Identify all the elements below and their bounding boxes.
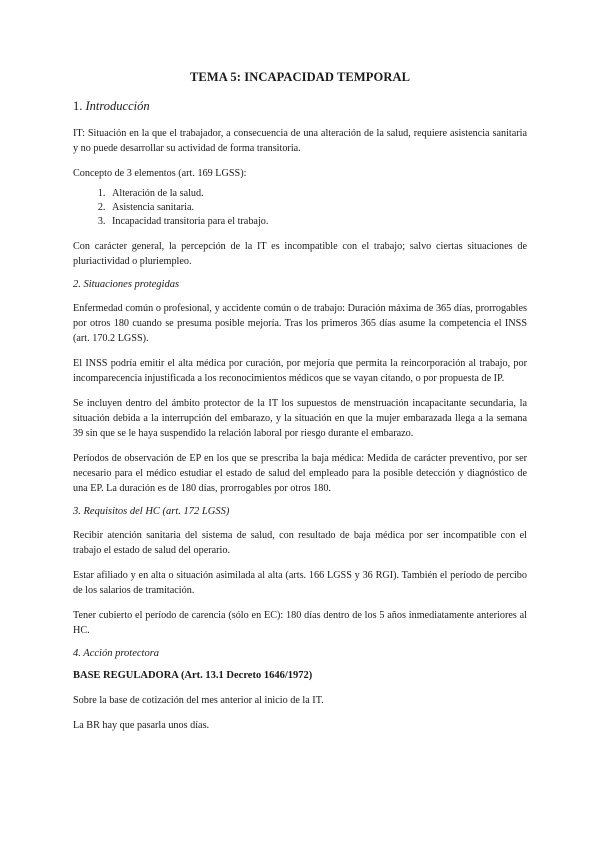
- section-label: Introducción: [85, 99, 150, 113]
- paragraph-recibir: Recibir atención sanitaria del sistema de salud, con resultado de baja médica por ser incompatible con el trabajo el estado de salud del operario.: [73, 530, 527, 556]
- section-heading-requisitos: 3. Requisitos del HC (art. 172 LGSS): [73, 506, 230, 517]
- section-heading-accion: 4. Acción protectora: [73, 648, 160, 659]
- paragraph-br: La BR hay que pasarla unos días.: [73, 720, 210, 731]
- paragraph-it-definition: IT: Situación en la que el trabajador, a consecuencia de una alteración de la salud, requiere asistencia sanitaria y no puede desarrollar su actividad de forma transitoria.: [73, 128, 527, 154]
- list-item: 2. Asistencia sanitaria.: [108, 201, 527, 215]
- section-number: 1.: [73, 99, 83, 113]
- elements-list: [73, 187, 527, 229]
- paragraph-inss: El INSS podría emitir el alta médica por curación, por mejoría que permita la reincorporación al trabajo, por incomparecencia injustificada a los reconocimientos médicos que se vayan citando, o por propuesta de IP.: [73, 358, 527, 384]
- paragraph-afiliado: Estar afiliado y en alta o situación asimilada al alta (arts. 166 LGSS y 36 RGI). También el período de percibo de los salarios de tramitación.: [73, 570, 527, 596]
- base-reguladora-heading: BASE REGULADORA (Art. 13.1 Decreto 1646/1972): [73, 670, 313, 681]
- paragraph-enfermedad: Enfermedad común o profesional, y accidente común o de trabajo: Duración máxima de 365 días, prorrogables por otros 180 cuando se presuma posible mejoría. Tras los primeros 365 días asume la competencia el INSS (art. 170.2 LGSS).: [73, 303, 527, 344]
- paragraph-incluyen: Se incluyen dentro del ámbito protector de la IT los supuestos de menstruación incapacitante secundaria, la situación debida a la interrupción del embarazo, y la situación en que la mujer embarazada llega a la semana 39 sin que se le haya suspendido la relación laboral por riesgo durante el embarazo.: [73, 398, 527, 439]
- list-item: 3. Incapacidad transitoria para el trabajo.: [108, 215, 527, 229]
- paragraph-general: Con carácter general, la percepción de la IT es incompatible con el trabajo; salvo ciertas situaciones de pluriactividad o pluriempleo.: [73, 241, 527, 267]
- paragraph-periodos: Períodos de observación de EP en los que se prescriba la baja médica: Medida de carácter preventivo, por ser necesario para el médico estudiar el estado de salud del empleado para la posible detección y diagnóstico de una EP. La duración es de 180 días, prorrogables por otros 180.: [73, 453, 527, 494]
- paragraph-concepto: Concepto de 3 elementos (art. 169 LGSS):: [73, 168, 247, 179]
- document-body: [73, 70, 527, 743]
- section-heading-situaciones: 2. Situaciones protegidas: [73, 279, 180, 290]
- paragraph-carencia: Tener cubierto el período de carencia (sólo en EC): 180 días dentro de los 5 años inmediatamente anteriores al HC.: [73, 610, 527, 636]
- paragraph-sobre: Sobre la base de cotización del mes anterior al inicio de la IT.: [73, 695, 324, 706]
- list-item: 1. Alteración de la salud.: [108, 187, 527, 201]
- section-heading-introduccion: [73, 99, 527, 114]
- page-title: TEMA 5: INCAPACIDAD TEMPORAL: [189, 70, 411, 84]
